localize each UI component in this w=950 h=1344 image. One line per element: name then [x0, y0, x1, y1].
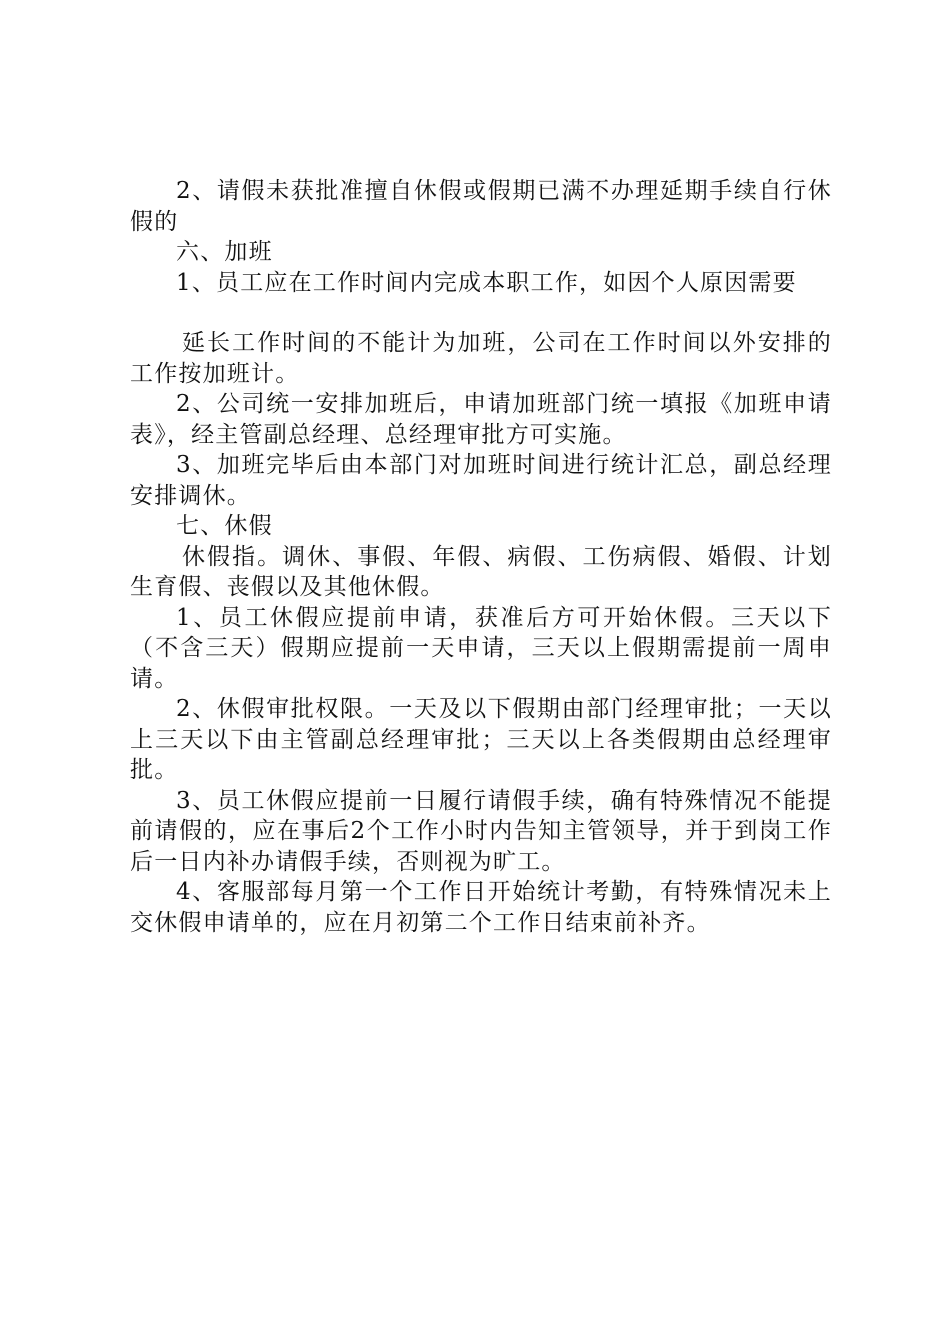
paragraph-leave-2: 2、请假未获批准擅自休假或假期已满不办理延期手续自行休假的 — [130, 178, 832, 235]
paragraph-overtime-1-continued: 延长工作时间的不能计为加班，公司在工作时间以外安排的工作按加班计。 — [130, 330, 832, 387]
paragraph-overtime-1: 1、员工应在工作时间内完成本职工作，如因个人原因需要 — [176, 269, 797, 296]
section-heading-vacation: 七、休假 — [176, 513, 273, 539]
paragraph-vacation-definition: 休假指。调休、事假、年假、病假、工伤病假、婚假、计划生育假、丧假以及其他休假。 — [130, 543, 832, 600]
paragraph-vacation-2: 2、休假审批权限。一天及以下假期由部门经理审批；一天以上三天以下由主管副总经理审批；三天以上各类假期由总经理审批。 — [130, 696, 832, 783]
paragraph-vacation-4: 4、客服部每月第一个工作日开始统计考勤，有特殊情况未上交休假申请单的，应在月初第二个工作日结束前补齐。 — [130, 879, 832, 936]
section-heading-overtime: 六、加班 — [176, 239, 273, 265]
paragraph-overtime-3: 3、加班完毕后由本部门对加班时间进行统计汇总，副总经理安排调休。 — [130, 452, 832, 509]
paragraph-vacation-1: 1、员工休假应提前申请，获准后方可开始休假。三天以下（不含三天）假期应提前一天申请，三天以上假期需提前一周申请。 — [130, 604, 832, 692]
paragraph-overtime-2: 2、公司统一安排加班后，申请加班部门统一填报《加班申请表》，经主管副总经理、总经理审批方可实施。 — [130, 391, 832, 448]
document-body — [130, 176, 832, 938]
paragraph-vacation-3: 3、员工休假应提前一日履行请假手续，确有特殊情况不能提前请假的，应在事后2个工作小时内告知主管领导，并于到岗工作后一日内补办请假手续，否则视为旷工。 — [130, 787, 832, 875]
